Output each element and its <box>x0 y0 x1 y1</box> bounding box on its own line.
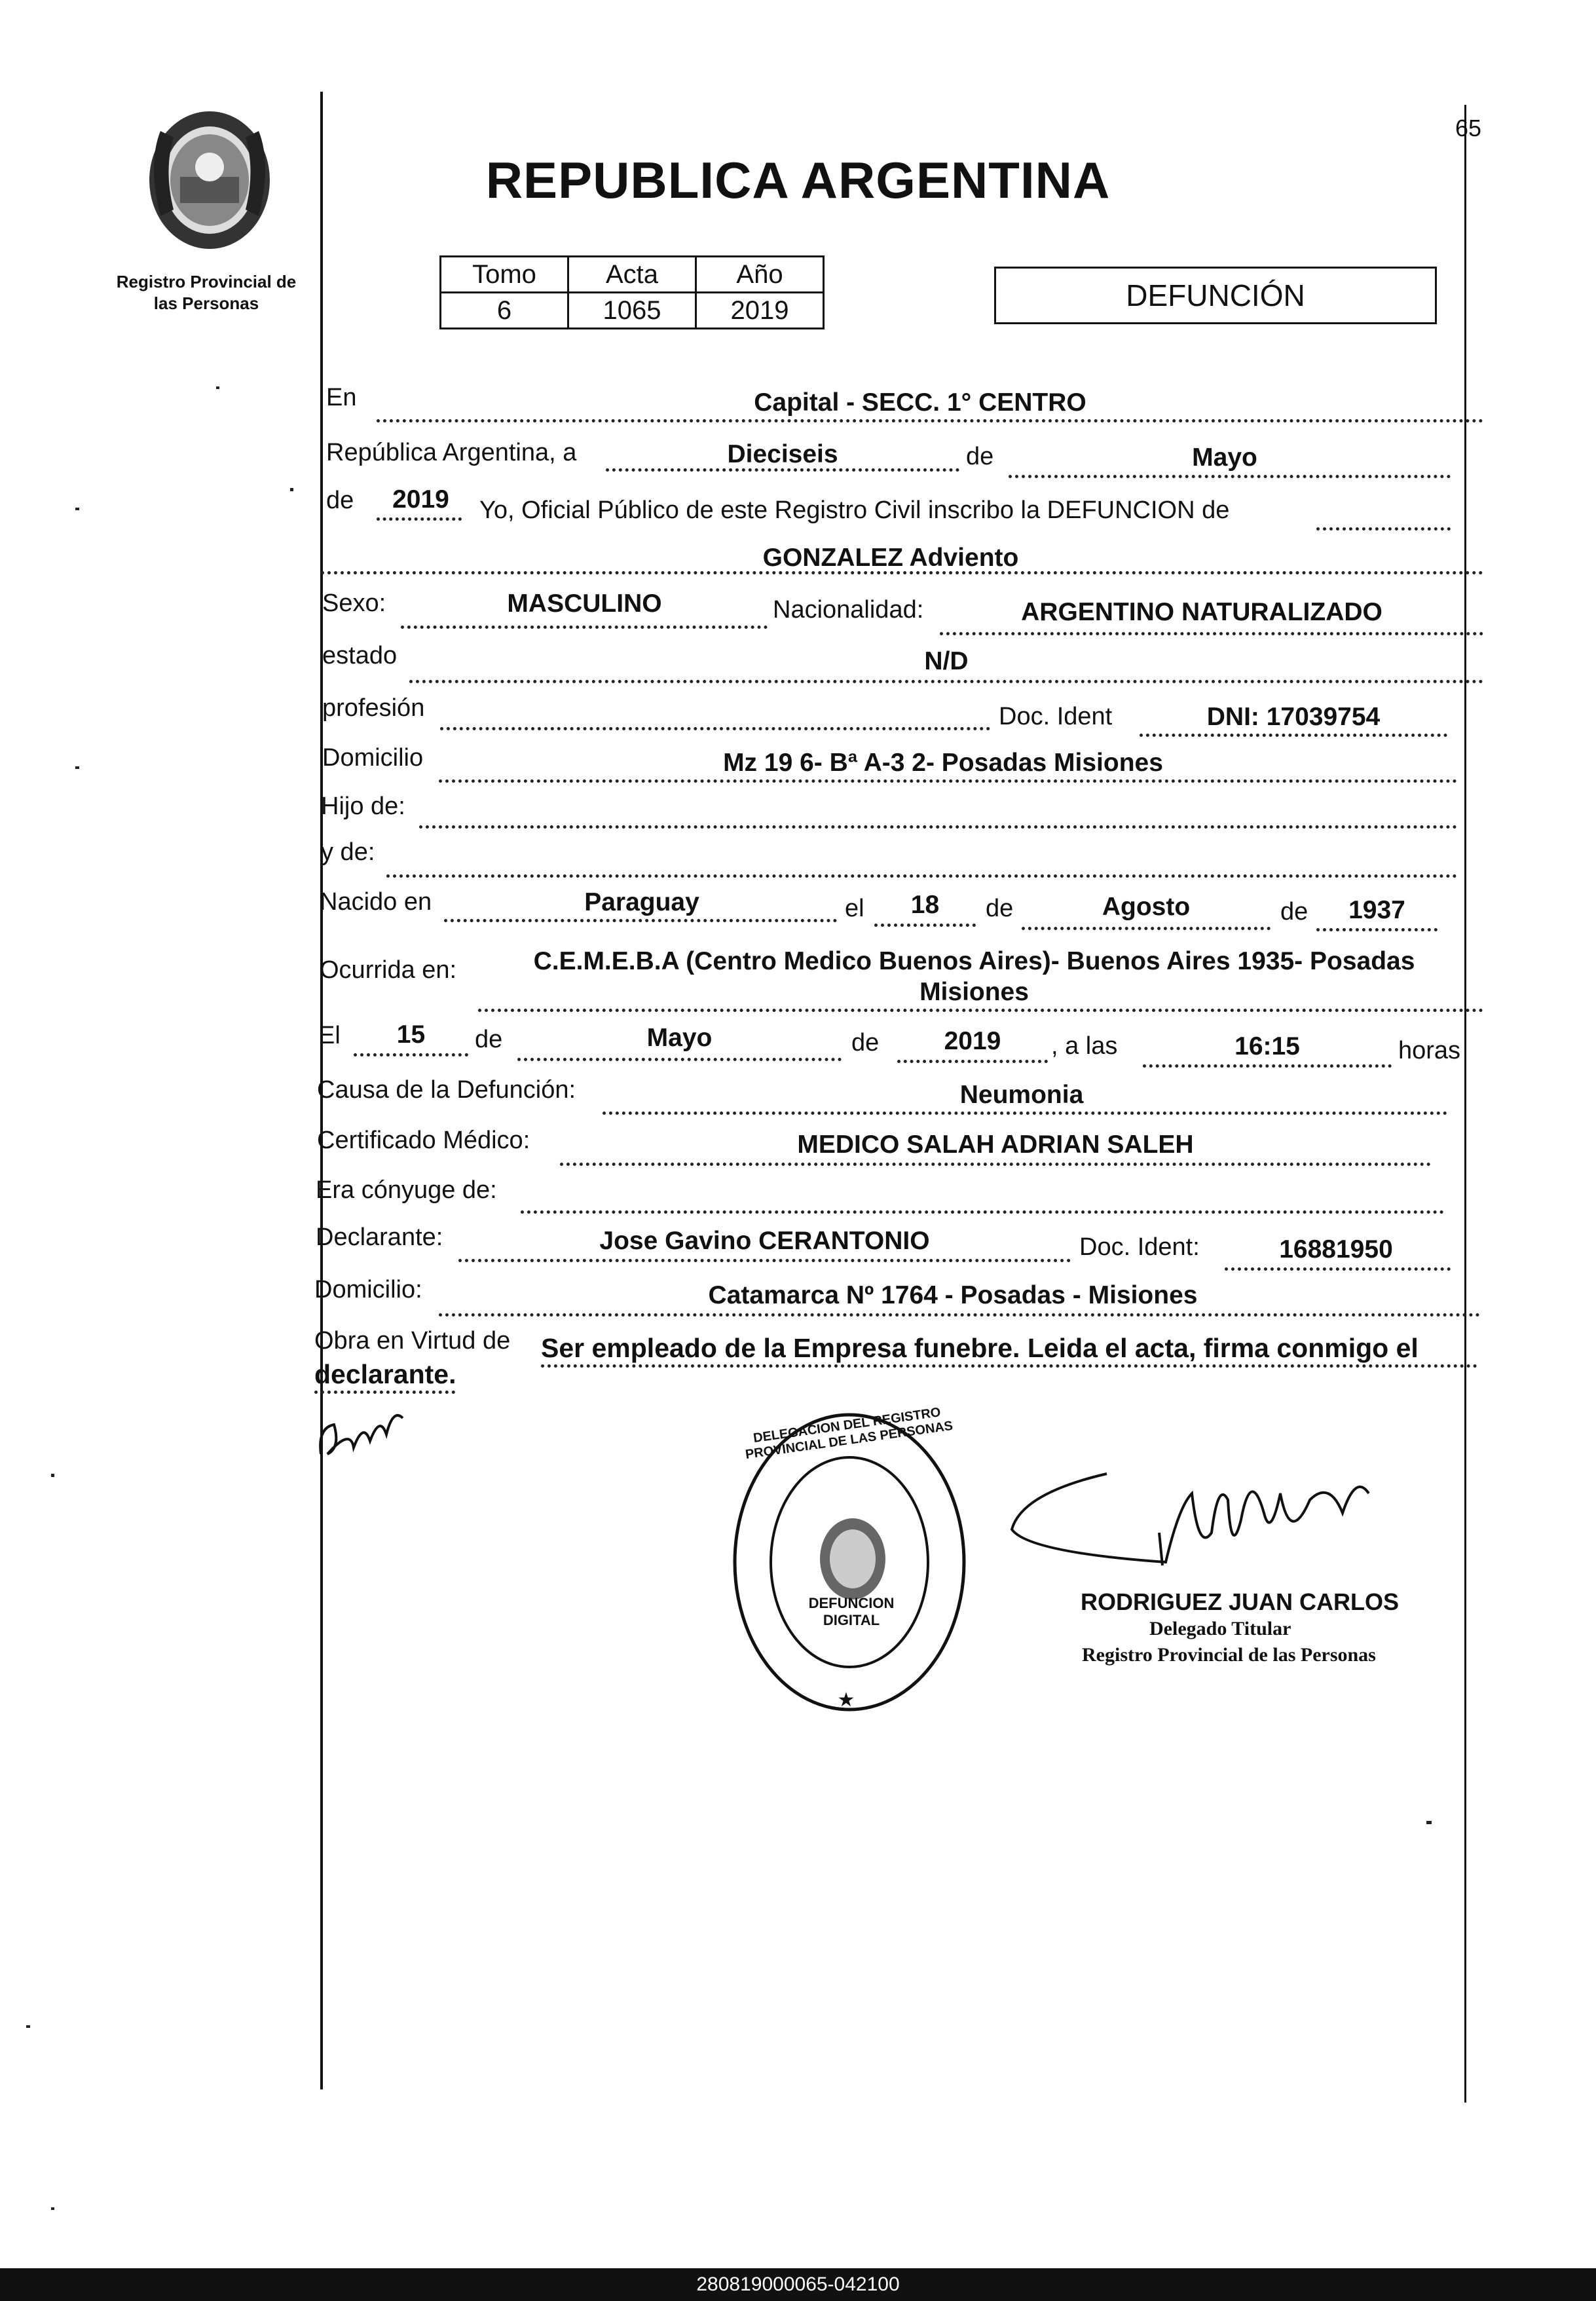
page-title: REPUBLICA ARGENTINA <box>485 151 1111 209</box>
causa-line <box>603 1112 1447 1115</box>
scan-speck <box>51 1474 54 1477</box>
obra-text2: declarante. <box>314 1359 456 1389</box>
sexo-line <box>401 626 768 629</box>
record-type-box: DEFUNCIÓN <box>994 267 1437 324</box>
birth-month-value: Agosto <box>1102 893 1191 921</box>
official-office: Registro Provincial de las Personas <box>1082 1644 1376 1666</box>
deceased-name-line <box>321 571 1483 574</box>
declarante-label: Declarante: <box>316 1224 443 1251</box>
decl-domicilio-value: Catamarca Nº 1764 - Posadas - Misiones <box>708 1281 1198 1309</box>
domicilio-value: Mz 19 6- Bª A-3 2- Posadas Misiones <box>723 749 1163 777</box>
death-month-value: Mayo <box>646 1024 713 1052</box>
obra-line <box>541 1364 1477 1368</box>
doc-ident-line <box>1140 734 1447 737</box>
place-value: Capital - SECC. 1° CENTRO <box>754 388 1086 417</box>
decl-doc-line <box>1225 1267 1451 1271</box>
de-label-4: de <box>1280 898 1308 926</box>
de-label-1: de <box>966 443 994 470</box>
right-margin-line <box>1464 105 1466 2103</box>
yde-line <box>386 874 1457 878</box>
scan-speck <box>26 2025 30 2028</box>
horas-label: horas <box>1398 1037 1461 1064</box>
estado-label: estado <box>322 642 398 669</box>
logo-caption <box>98 271 314 314</box>
birth-month-line <box>1022 927 1271 930</box>
registry-header-tomo: Tomo <box>441 257 568 293</box>
sexo-label: Sexo: <box>322 589 386 617</box>
decl-domicilio-line <box>439 1313 1480 1317</box>
deceased-name: GONZALEZ Adviento <box>762 544 1019 572</box>
ocurrida-line2: Misiones <box>919 978 1029 1006</box>
logo-caption-line2: las Personas <box>153 293 259 313</box>
initials-signature <box>314 1402 419 1467</box>
document-code-footer: 280819000065-042100 <box>0 2268 1596 2301</box>
scan-speck <box>290 488 293 491</box>
causa-value: Neumonia <box>959 1081 1084 1109</box>
death-year-value: 2019 <box>944 1027 1001 1055</box>
death-time-line <box>1143 1064 1392 1068</box>
death-time-value: 16:15 <box>1234 1032 1300 1060</box>
estado-value: N/D <box>924 647 969 675</box>
certificado-value: MEDICO SALAH ADRIAN SALEH <box>797 1131 1194 1159</box>
registry-header-row <box>441 257 824 293</box>
decl-doc-label: Doc. Ident: <box>1079 1233 1200 1261</box>
decl-doc-value: 16881950 <box>1279 1235 1393 1263</box>
de-label-5: de <box>475 1026 503 1053</box>
birth-year-value: 1937 <box>1348 896 1405 924</box>
nacionalidad-line <box>940 632 1483 635</box>
ocurrida-label: Ocurrida en: <box>320 956 457 984</box>
causa-label: Causa de la Defunción: <box>317 1076 576 1104</box>
scan-speck <box>51 2207 54 2210</box>
ocurrida-line <box>478 1009 1483 1012</box>
de-label-2: de <box>326 487 354 514</box>
yo-trailing-line <box>1316 527 1451 531</box>
year-value: 2019 <box>392 485 449 514</box>
logo-caption-line1: Registro Provincial de <box>116 272 297 291</box>
doc-ident-label: Doc. Ident <box>999 703 1113 730</box>
scan-speck <box>75 508 79 510</box>
registry-header-acta: Acta <box>568 257 696 293</box>
scan-speck <box>75 766 79 769</box>
yo-text: Yo, Oficial Público de este Registro Civil inscribo la DEFUNCION de <box>479 496 1230 524</box>
page-number: 65 <box>1455 115 1482 141</box>
scan-speck <box>216 386 219 389</box>
yde-label: y de: <box>321 838 375 866</box>
de-label-3: de <box>986 895 1014 922</box>
place-line <box>377 419 1483 422</box>
svg-text:★: ★ <box>837 1689 855 1711</box>
death-day-value: 15 <box>396 1020 426 1049</box>
hijo-line <box>419 825 1457 829</box>
conyuge-line <box>521 1210 1444 1214</box>
obra-line2 <box>314 1391 455 1394</box>
day-word-value: Dieciseis <box>727 440 838 468</box>
logo-seal-text: PROVINCIA DE MISIONES <box>158 249 255 258</box>
year-line <box>377 517 462 521</box>
declarante-line <box>458 1259 1071 1262</box>
birth-day-line <box>874 924 976 927</box>
registry-value-acta: 1065 <box>568 293 696 329</box>
death-day-line <box>354 1053 468 1057</box>
registry-header-anio: Año <box>696 257 824 293</box>
obra-label: Obra en Virtud de <box>314 1327 511 1355</box>
nacido-en-value: Paraguay <box>584 888 699 916</box>
doc-ident-value: DNI: 17039754 <box>1206 703 1381 731</box>
el-label: el <box>845 895 864 922</box>
registry-value-row <box>441 293 824 329</box>
certificado-label: Certificado Médico: <box>317 1127 530 1154</box>
birth-year-line <box>1316 928 1438 931</box>
republica-label: República Argentina, a <box>326 439 577 466</box>
domicilio-line <box>439 779 1457 783</box>
domicilio-label: Domicilio <box>322 744 424 772</box>
decl-domicilio-label: Domicilio: <box>314 1276 422 1303</box>
death-year-line <box>897 1060 1048 1063</box>
de-label-6: de <box>851 1029 880 1057</box>
official-role: Delegado Titular <box>1149 1618 1291 1639</box>
nacido-en-line <box>444 919 837 922</box>
birth-day-value: 18 <box>910 891 940 919</box>
el-cap-label: El <box>318 1022 341 1049</box>
registry-table <box>439 255 825 329</box>
profesion-label: profesión <box>322 694 425 722</box>
certificado-line <box>560 1163 1431 1166</box>
registry-value-anio: 2019 <box>696 293 824 329</box>
en-label: En <box>326 384 357 411</box>
registry-value-tomo: 6 <box>441 293 568 329</box>
official-name: RODRIGUEZ JUAN CARLOS <box>1081 1588 1400 1615</box>
declarante-value: Jose Gavino CERANTONIO <box>599 1227 930 1255</box>
alas-label: , a las <box>1051 1032 1118 1060</box>
nacionalidad-label: Nacionalidad: <box>773 596 924 624</box>
official-signature <box>1002 1454 1408 1605</box>
nacido-label: Nacido en <box>320 888 432 916</box>
estado-line <box>409 680 1483 683</box>
nacionalidad-value: ARGENTINO NATURALIZADO <box>1021 598 1383 626</box>
stamp-inner-text: DEFUNCION DIGITAL <box>808 1595 895 1628</box>
scan-speck <box>1426 1821 1432 1824</box>
stamp-ring-text: DELEGACION DEL REGISTRO PROVINCIAL DE LAS PERSONAS <box>744 1405 954 1463</box>
month-line <box>1009 475 1451 478</box>
day-word-line <box>606 468 959 472</box>
conyuge-label: Era cónyuge de: <box>316 1176 497 1204</box>
obra-text: Ser empleado de la Empresa funebre. Leida el acta, firma conmigo el <box>541 1333 1419 1363</box>
month-value: Mayo <box>1192 443 1257 472</box>
ocurrida-line1: C.E.M.E.B.A (Centro Medico Buenos Aires)- Buenos Aires 1935- Posadas <box>533 947 1415 975</box>
profesion-line <box>440 727 990 730</box>
death-month-line <box>517 1058 842 1061</box>
hijo-label: Hijo de: <box>321 793 405 820</box>
sexo-value: MASCULINO <box>507 589 662 618</box>
